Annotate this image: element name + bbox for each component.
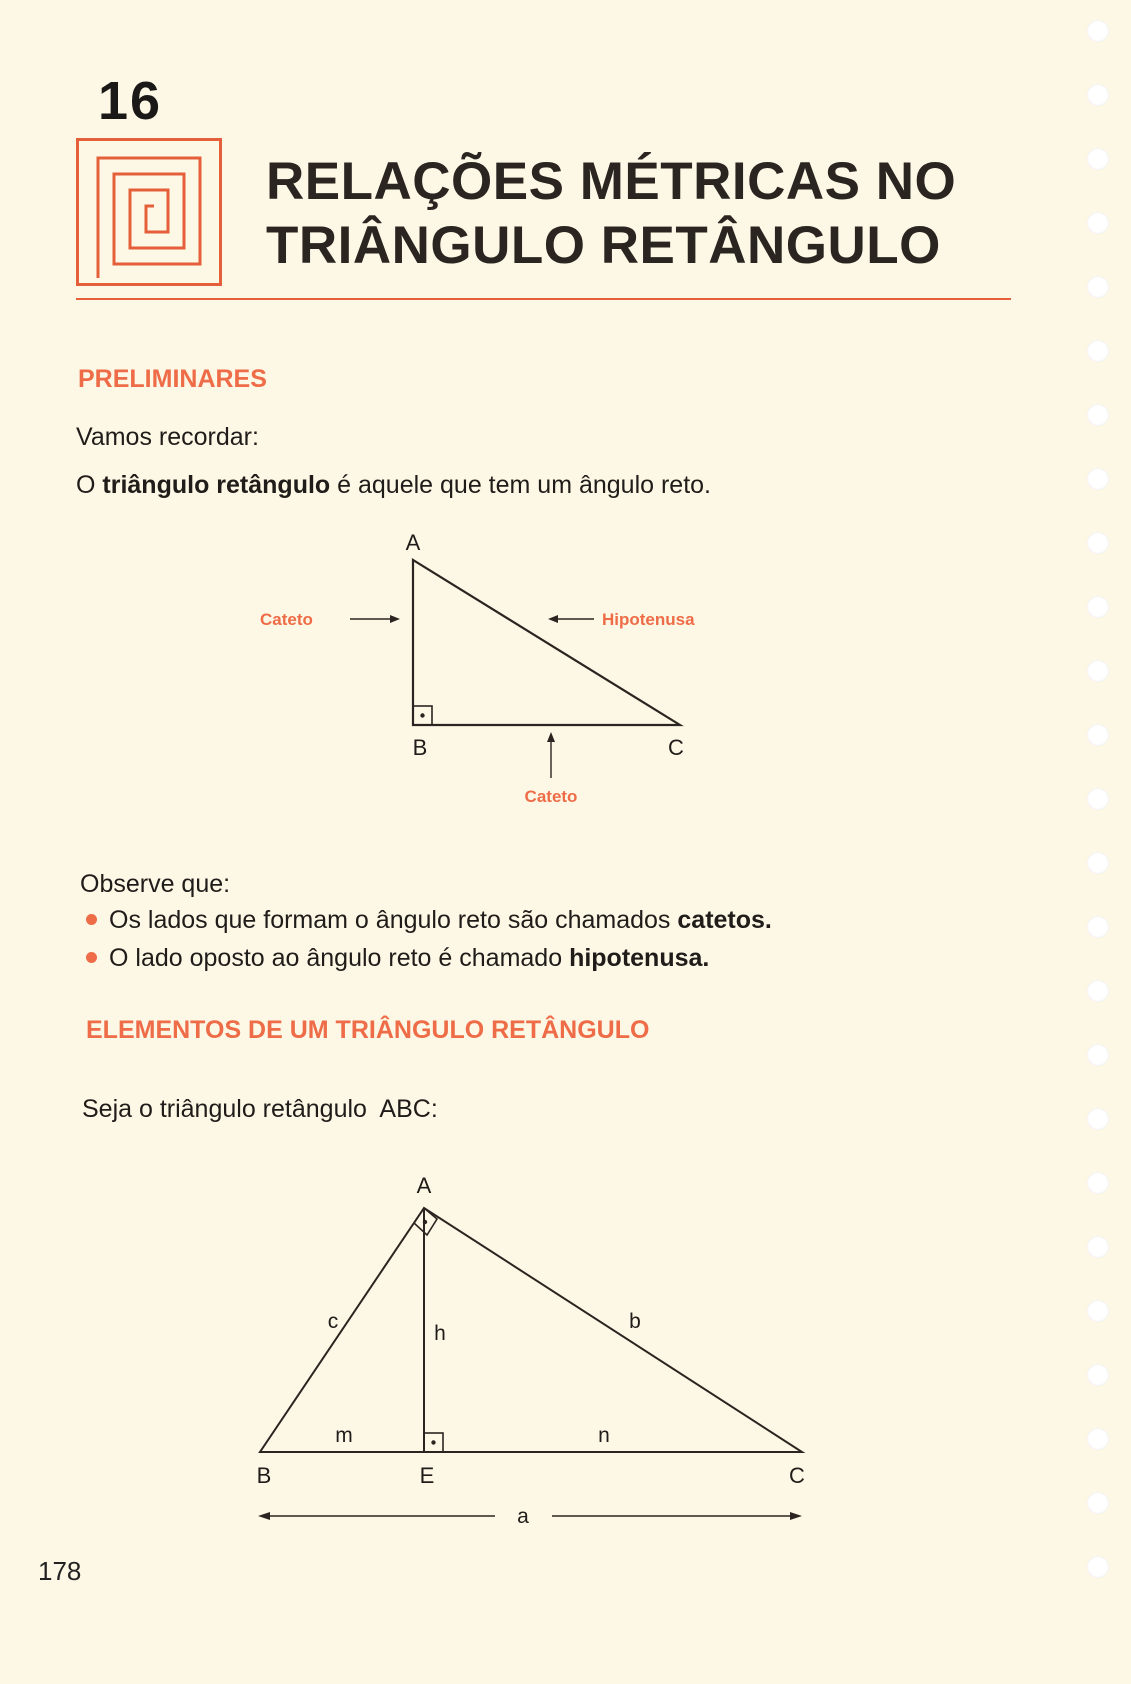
height-h-label: h <box>434 1322 446 1345</box>
title-divider <box>76 298 1011 300</box>
binding-hole <box>1087 340 1109 362</box>
binding-hole <box>1087 212 1109 234</box>
binding-hole <box>1087 788 1109 810</box>
vertex-b-label: B <box>412 735 428 760</box>
vertex-a-label: A <box>405 530 421 555</box>
bullet-icon <box>86 914 97 925</box>
binding-hole <box>1087 468 1109 490</box>
vertex-c-label: C <box>789 1463 805 1488</box>
triangle-elements-figure <box>240 1160 820 1540</box>
right-triangle-figure <box>260 520 720 810</box>
right-angle-dot-a <box>423 1220 427 1224</box>
observation-item-hipotenusa <box>86 944 709 973</box>
binding-hole <box>1087 916 1109 938</box>
definition-suffix: é aquele que tem um ângulo reto. <box>337 471 712 499</box>
cateto-bottom-arrowhead <box>547 732 555 742</box>
observation-text-catetos: Os lados que formam o ângulo reto são chamados <box>109 906 671 934</box>
side-c-label: c <box>327 1310 339 1333</box>
observation-text-hipotenusa: O lado oposto ao ângulo reto é chamado <box>109 944 563 972</box>
bullet-icon <box>86 952 97 963</box>
binding-hole <box>1087 1236 1109 1258</box>
cateto-bottom-label: Cateto <box>524 787 578 806</box>
section-heading-elementos: ELEMENTOS DE UM TRIÂNGULO RETÂNGULO <box>86 1016 650 1044</box>
chapter-title-line1: RELAÇÕES MÉTRICAS NO <box>266 152 957 211</box>
segment-m-label: m <box>335 1424 353 1447</box>
page-number: 178 <box>38 1556 82 1586</box>
vertex-b-label: B <box>256 1463 272 1488</box>
chapter-number: 16 <box>98 71 163 131</box>
observation-bold-hipotenusa: hipotenusa. <box>569 944 710 972</box>
cateto-left-label: Cateto <box>260 610 313 629</box>
binding-hole <box>1087 1428 1109 1450</box>
binding-holes <box>1087 20 1113 1620</box>
spiral-logo-icon <box>76 138 222 286</box>
binding-hole <box>1087 724 1109 746</box>
binding-hole <box>1087 1108 1109 1130</box>
chapter-title-line2: TRIÂNGULO RETÂNGULO <box>266 216 941 275</box>
binding-hole <box>1087 1556 1109 1578</box>
binding-hole <box>1087 1172 1109 1194</box>
definition-text <box>76 471 711 500</box>
dimension-arrowhead-right <box>790 1512 802 1520</box>
section-heading-preliminares: PRELIMINARES <box>78 365 267 393</box>
triangle-shape <box>413 560 680 725</box>
binding-hole <box>1087 1300 1109 1322</box>
binding-hole <box>1087 1044 1109 1066</box>
binding-hole <box>1087 20 1109 42</box>
right-angle-dot <box>420 713 424 717</box>
observation-bold-catetos: catetos. <box>677 906 772 934</box>
dimension-arrowhead-left <box>258 1512 270 1520</box>
binding-hole <box>1087 1364 1109 1386</box>
binding-hole <box>1087 532 1109 554</box>
side-b-label: b <box>629 1310 641 1333</box>
hipotenusa-label: Hipotenusa <box>602 610 695 629</box>
binding-hole <box>1087 148 1109 170</box>
observation-item-catetos <box>86 906 772 935</box>
binding-hole <box>1087 276 1109 298</box>
binding-hole <box>1087 596 1109 618</box>
binding-hole <box>1087 660 1109 682</box>
segment-n-label: n <box>598 1424 610 1447</box>
vertex-c-label: C <box>668 735 684 760</box>
observe-intro: Observe que: <box>80 870 231 898</box>
binding-hole <box>1087 84 1109 106</box>
hipotenusa-arrowhead <box>548 615 558 623</box>
hypotenuse-a-label: a <box>517 1505 529 1528</box>
chapter-title <box>266 150 956 278</box>
binding-hole <box>1087 404 1109 426</box>
intro-text: Vamos recordar: <box>76 423 259 451</box>
binding-hole <box>1087 1492 1109 1514</box>
vertex-a-label: A <box>416 1173 432 1198</box>
cateto-left-arrowhead <box>390 615 400 623</box>
right-angle-dot-e <box>431 1440 435 1444</box>
definition-bold-term: triângulo retângulo <box>102 471 331 499</box>
foot-e-label: E <box>419 1463 435 1488</box>
triangle-intro-text: Seja o triângulo retângulo ABC: <box>82 1095 438 1123</box>
definition-prefix: O <box>76 471 96 499</box>
binding-hole <box>1087 852 1109 874</box>
binding-hole <box>1087 980 1109 1002</box>
triangle-abc-shape <box>260 1208 802 1452</box>
